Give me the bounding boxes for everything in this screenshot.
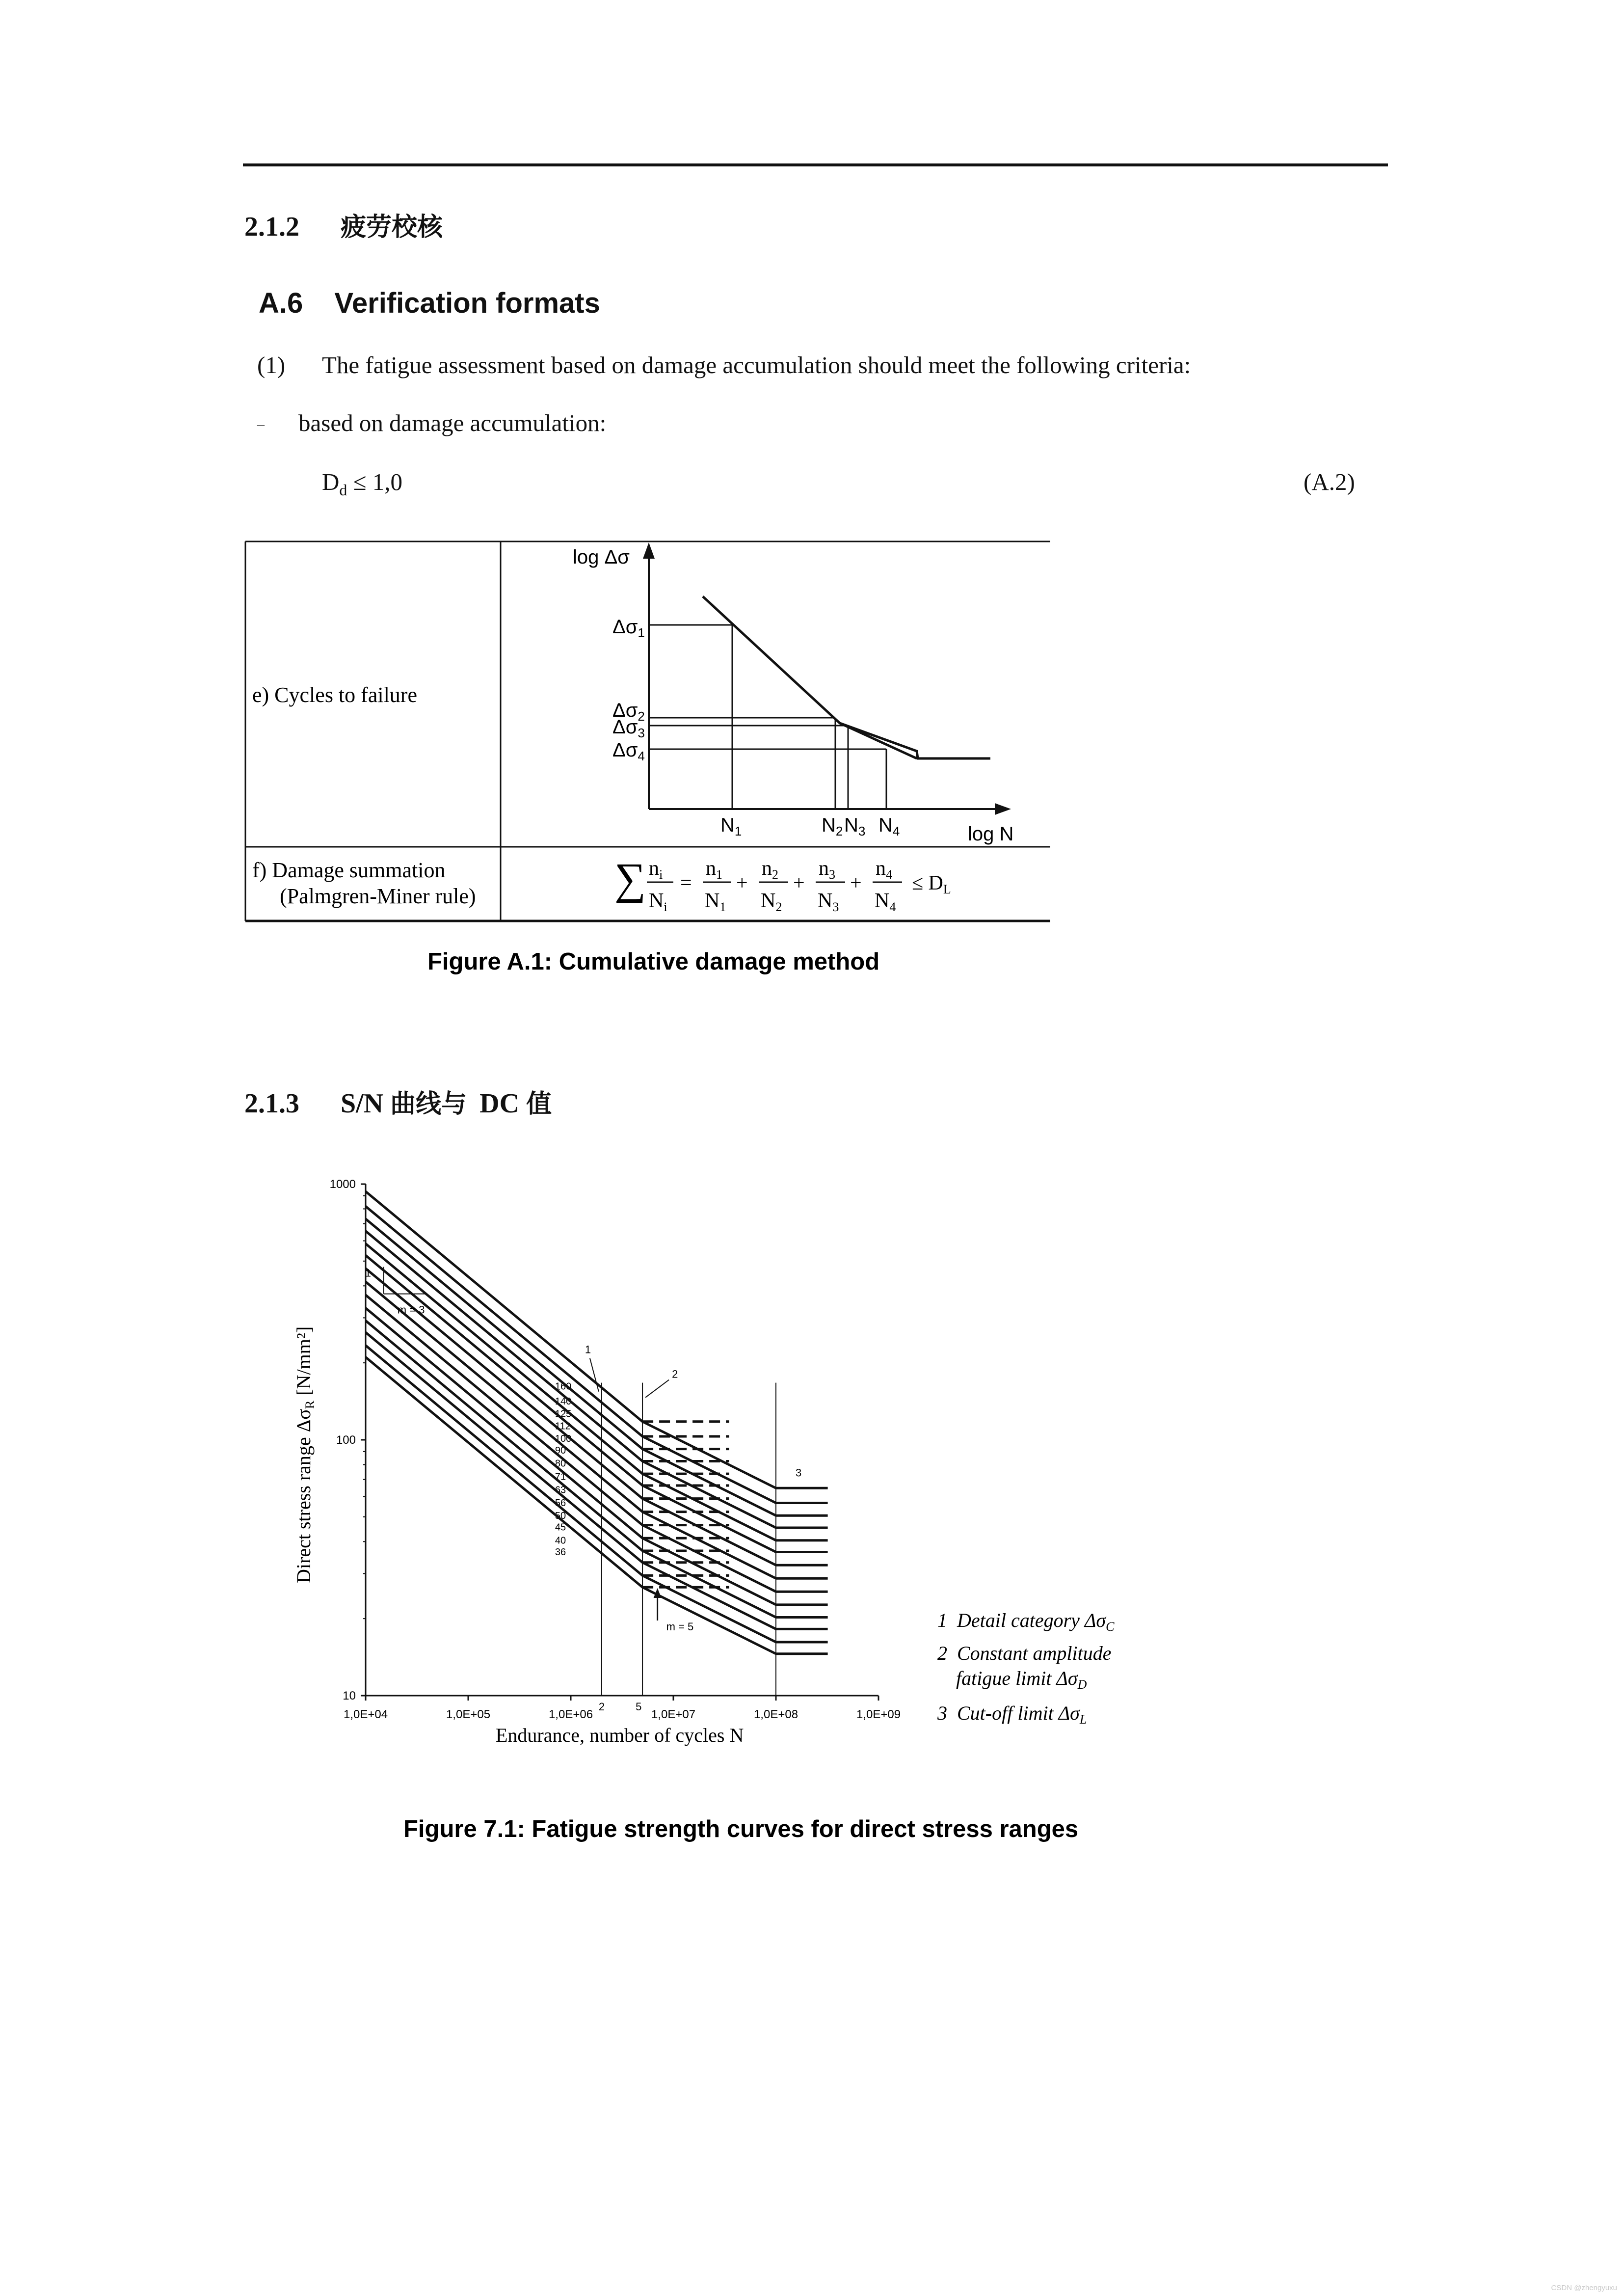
- bullet-marker: –: [257, 416, 265, 432]
- slope-callout-1: 1: [365, 1267, 372, 1279]
- section-213-title-cjk-1: 曲线与: [390, 1089, 467, 1119]
- section-a6-number: A.6: [259, 287, 303, 319]
- callout-1-leader: [590, 1358, 599, 1392]
- label-dc-80: 80: [555, 1458, 566, 1469]
- svg-text:n3: n3: [819, 857, 835, 882]
- cycle-label-n1: $N_1$: [720, 814, 742, 838]
- svg-text:n4: n4: [876, 857, 892, 882]
- equation-label: (A.2): [1304, 468, 1355, 495]
- chart-x-axis-title: Endurance, number of cycles N: [496, 1724, 744, 1746]
- label-dc-56: 56: [555, 1498, 566, 1509]
- svg-text:Ni: Ni: [649, 890, 667, 914]
- slope-label-m5: m = 5: [666, 1621, 694, 1633]
- callout-2-leader: [645, 1380, 669, 1398]
- section-213-title-latin-1: S/N: [341, 1088, 384, 1119]
- label-dc-71: 71: [555, 1471, 566, 1483]
- svg-text:N1: N1: [705, 890, 726, 914]
- bullet-text: based on damage accumulation:: [298, 409, 607, 436]
- curve-dc-140: [366, 1206, 828, 1503]
- label-dc-90: 90: [555, 1445, 566, 1456]
- row-f-label-2: (Palmgren-Miner rule): [280, 884, 476, 908]
- row-e-label: e) Cycles to failure: [252, 683, 417, 707]
- x-tick-label: 1,0E+07: [651, 1708, 696, 1721]
- stress-label-3: $\Delta\sigma_3$: [612, 716, 645, 740]
- section-213-title-latin-2: DC: [479, 1088, 520, 1119]
- callout-3: 3: [796, 1466, 802, 1479]
- svg-text:N3: N3: [818, 890, 839, 914]
- cycle-label-n3: $N_3$: [844, 814, 866, 838]
- watermark: CSDN @zhengyuxu: [1551, 2284, 1617, 2292]
- figure-7-1-caption: Figure 7.1: Fatigue strength curves for direct stress ranges: [403, 1816, 1079, 1842]
- slope-label-m3: m = 3: [397, 1303, 425, 1316]
- svg-text:n1: n1: [706, 857, 722, 882]
- chart-y-axis-title: Direct stress range $\Delta\sigma_R$ [N/mm²]: [293, 1326, 317, 1583]
- row-f-label-1: f) Damage summation: [252, 858, 446, 882]
- label-dc-112: 112: [555, 1421, 571, 1432]
- equation-rhs: ≤ 1,0: [347, 468, 403, 495]
- label-dc-40: 40: [555, 1535, 566, 1546]
- x-tick-label: 1,0E+08: [753, 1708, 798, 1721]
- paragraph-1-text: The fatigue assessment based on damage accumulation should meet the following criteria:: [322, 351, 1191, 378]
- label-dc-140: 140: [555, 1396, 572, 1407]
- figure-a1-caption: Figure A.1: Cumulative damage method: [427, 948, 880, 975]
- svg-text:n2: n2: [762, 857, 778, 882]
- chart-legend: [937, 1609, 1115, 1727]
- section-a6-title: Verification formats: [334, 287, 600, 319]
- axis-marker-5: 5: [636, 1701, 642, 1713]
- stress-label-4: $\Delta\sigma_4$: [612, 739, 645, 763]
- x-tick-label: 1,0E+05: [446, 1708, 491, 1721]
- section-212-title: 疲劳校核: [341, 213, 443, 242]
- label-dc-125: 125: [555, 1408, 572, 1420]
- legend-item-1: 1 Detail category $\Delta\sigma_C$: [937, 1609, 1115, 1634]
- stress-label-2: $\Delta\sigma_2$: [612, 700, 645, 724]
- cycle-label-n2: $N_2$: [822, 814, 843, 838]
- svg-text:=: =: [680, 872, 692, 894]
- callout-2: 2: [672, 1368, 678, 1380]
- section-213-title-cjk-2: 值: [526, 1089, 552, 1119]
- equation-sub: d: [339, 481, 347, 499]
- y-tick-label: 1000: [329, 1178, 356, 1191]
- x-tick-label: 1,0E+09: [856, 1708, 901, 1721]
- x-tick-label: 1,0E+06: [548, 1708, 593, 1721]
- fatigue-chart: [293, 1184, 1115, 1746]
- legend-item-2a: 2 Constant amplitude: [937, 1642, 1112, 1664]
- equation-lhs: D: [322, 468, 340, 495]
- cycle-label-n4: $N_4$: [878, 814, 900, 838]
- y-axis-label: log Δσ: [573, 546, 630, 568]
- x-tick-label: 1,0E+04: [343, 1708, 388, 1721]
- fatigue-chart-marks: [330, 1178, 901, 1721]
- label-dc-160: 160: [555, 1381, 572, 1392]
- label-dc-50: 50: [555, 1510, 566, 1521]
- callout-1: 1: [585, 1343, 591, 1356]
- svg-text:+: +: [850, 872, 862, 894]
- axis-marker-2: 2: [598, 1701, 605, 1713]
- svg-text:N4: N4: [875, 890, 896, 914]
- label-dc-63: 63: [555, 1485, 566, 1496]
- svg-text:ni: ni: [649, 857, 663, 882]
- y-tick-label: 100: [336, 1433, 356, 1447]
- stress-label-1: $\Delta\sigma_1$: [612, 616, 645, 640]
- x-axis-label: log N: [968, 823, 1014, 845]
- y-tick-label: 10: [343, 1689, 356, 1702]
- svg-text:+: +: [736, 872, 748, 894]
- label-dc-100: 100: [555, 1433, 572, 1444]
- paragraph-1-number: (1): [257, 351, 286, 378]
- legend-item-2b: fatigue limit $\Delta\sigma_D$: [956, 1667, 1087, 1692]
- section-213-number: 2.1.3: [244, 1088, 299, 1119]
- sum-symbol-icon: ∑: [614, 855, 646, 903]
- legend-item-3: 3 Cut-off limit $\Delta\sigma_L$: [937, 1702, 1087, 1727]
- svg-text:N2: N2: [761, 890, 782, 914]
- svg-text:+: +: [793, 872, 805, 894]
- label-dc-36: 36: [555, 1547, 566, 1558]
- section-212-number: 2.1.2: [244, 212, 299, 242]
- formula-rhs: ≤ DL: [912, 872, 951, 896]
- label-dc-45: 45: [555, 1522, 566, 1533]
